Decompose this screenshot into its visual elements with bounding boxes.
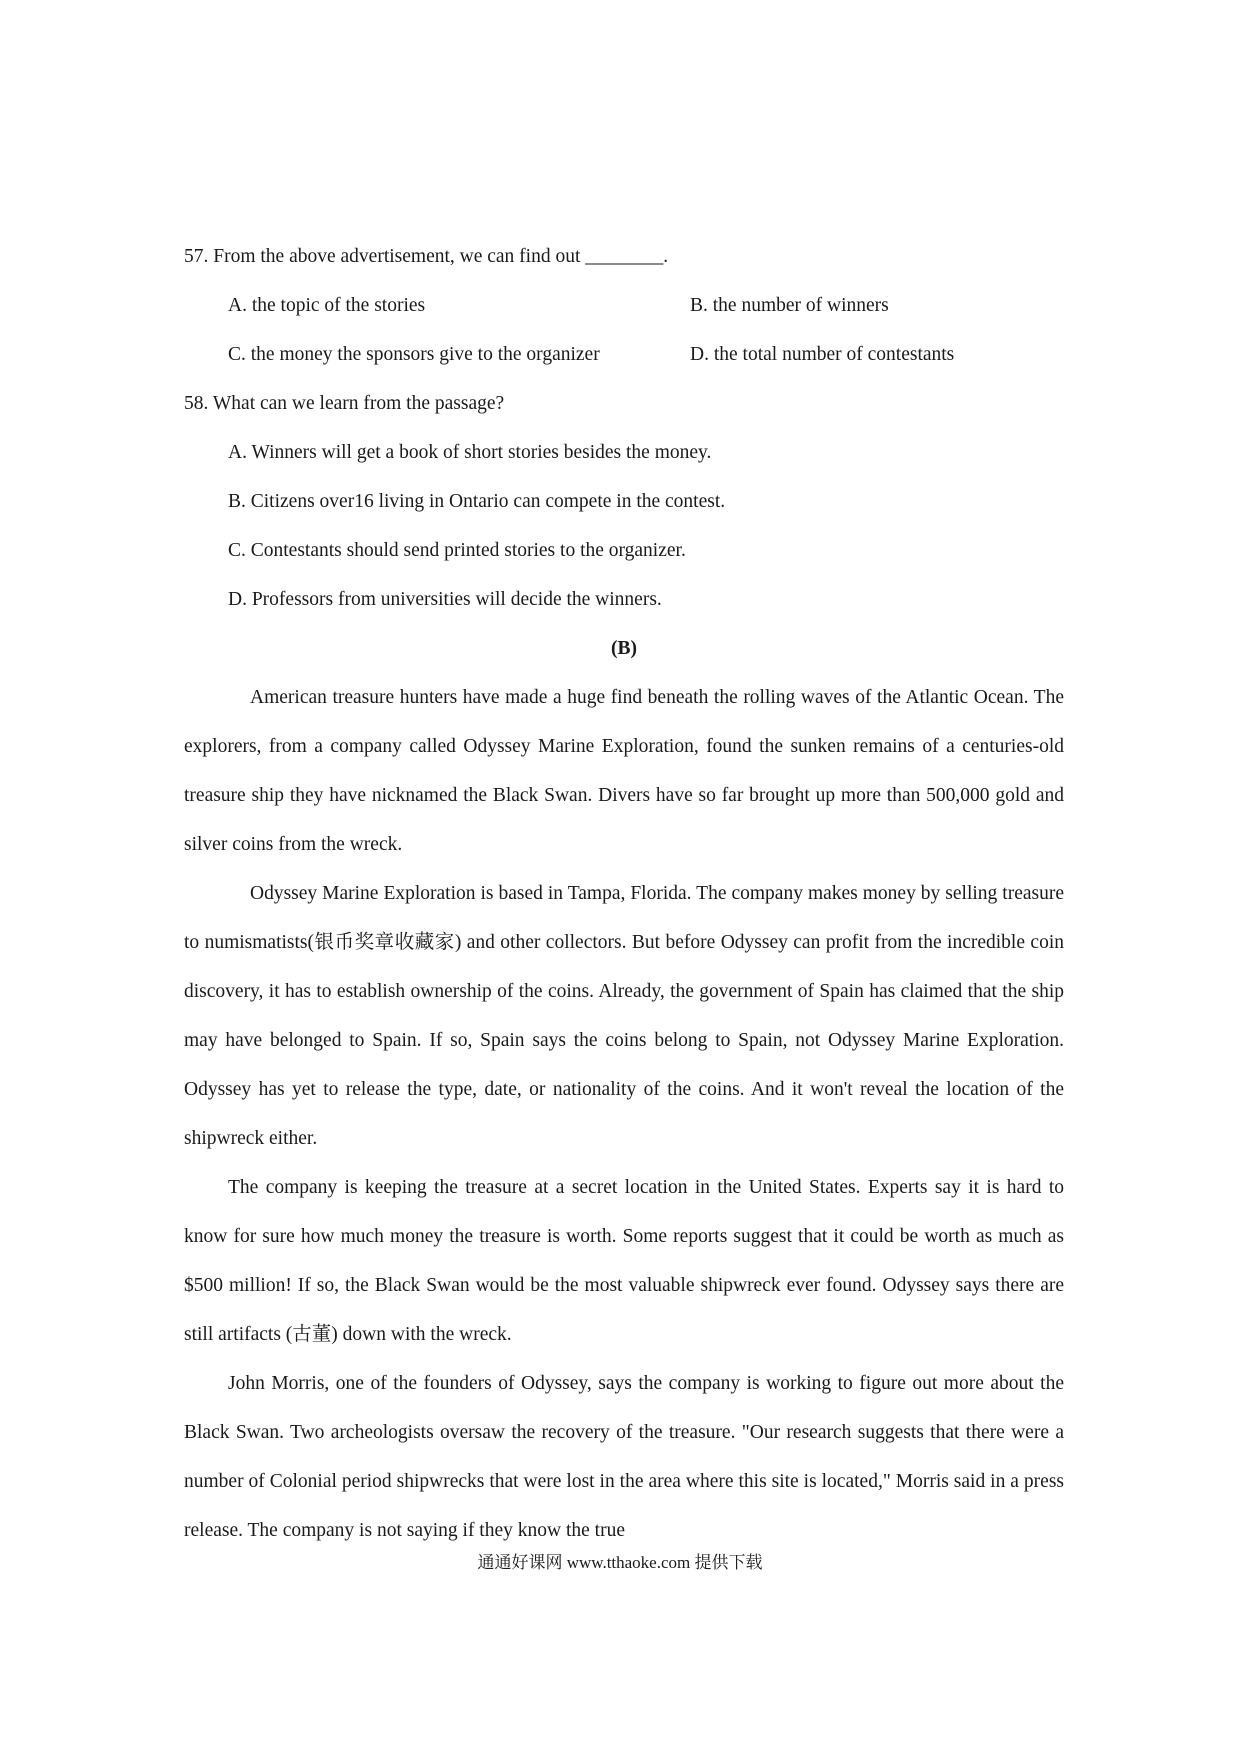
page-content	[184, 232, 1064, 1555]
question-57-stem: 57. From the above advertisement, we can find out ________.	[184, 246, 669, 267]
question-58-option-d: D. Professors from universities will decide the winners.	[228, 589, 662, 610]
question-58-option-b: B. Citizens over16 living in Ontario can compete in the contest.	[228, 491, 726, 512]
question-58-option-a: A. Winners will get a book of short stories besides the money.	[228, 442, 712, 463]
question-57-option-a: A. the topic of the stories	[228, 295, 426, 316]
question-58-option-c: C. Contestants should send printed stories to the organizer.	[228, 540, 686, 561]
passage-paragraph-1: American treasure hunters have made a huge find beneath the rolling waves of the Atlantic Ocean. The explorers, from a company called Odyssey Marine Exploration, found the sunken remains of a centuries-old treasure ship they have nicknamed the Black Swan. Divers have so far brought up more than 500,000 gold and silver coins from the wreck.	[184, 687, 1064, 855]
question-57-option-d: D. the total number of contestants	[690, 344, 955, 365]
question-57-option-b: B. the number of winners	[690, 295, 889, 316]
passage-paragraph-4: John Morris, one of the founders of Odyssey, says the company is working to figure out more about the Black Swan. Two archeologists oversaw the recovery of the treasure. "Our research suggests that there were a number of Colonial period shipwrecks that were lost in the area where this site is located," Morris said in a press release. The company is not saying if they know the true	[184, 1373, 1064, 1541]
question-57-option-c: C. the money the sponsors give to the organizer	[228, 344, 600, 365]
section-b-title: (B)	[611, 638, 637, 659]
passage-paragraph-3: The company is keeping the treasure at a secret location in the United States. Experts say it is hard to know for sure how much money the treasure is worth. Some reports suggest that it could be worth as much as $500 million! If so, the Black Swan would be the most valuable shipwreck ever found. Odyssey says there are still artifacts (古董) down with the wreck.	[184, 1177, 1064, 1345]
question-58-stem: 58. What can we learn from the passage?	[184, 393, 505, 414]
passage-paragraph-2: Odyssey Marine Exploration is based in Tampa, Florida. The company makes money by selling treasure to numismatists(银币奖章收藏家) and other collectors. But before Odyssey can profit from the incredible coin discovery, it has to establish ownership of the coins. Already, the government of Spain has claimed that the ship may have belonged to Spain. If so, Spain says the coins belong to Spain, not Odyssey Marine Exploration. Odyssey has yet to release the type, date, or nationality of the coins. And it won't reveal the location of the shipwreck either.	[184, 883, 1064, 1149]
page-footer: 通通好课网 www.tthaoke.com 提供下载	[477, 1553, 763, 1572]
question-57-options	[228, 281, 1064, 379]
